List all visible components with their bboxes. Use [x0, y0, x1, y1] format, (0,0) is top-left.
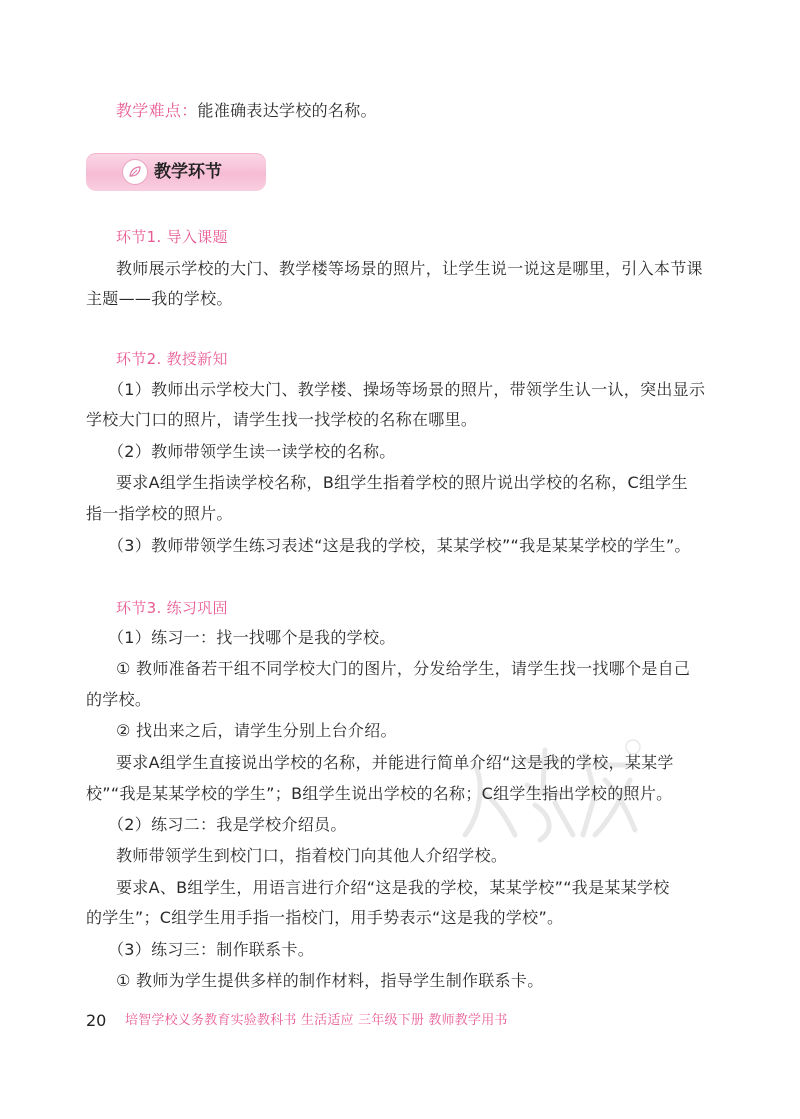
section-2-line: （2）教师带领学生读一读学校的名称。 — [108, 442, 396, 461]
banner-title: 教学环节 — [154, 162, 222, 182]
section-3-line: ① 教师准备若干组不同学校大门的图片，分发给学生，请学生找一找哪个是自己 — [116, 659, 691, 678]
section-3-line: 要求A组学生直接说出学校的名称，并能进行简单介绍“这是我的学校，某某学 — [116, 753, 674, 772]
section-2-line: 学校大门口的照片，请学生找一找学校的名称在哪里。 — [86, 410, 478, 429]
section-banner — [86, 153, 266, 191]
section-3-line: 的学校。 — [86, 690, 152, 709]
section-1-heading: 环节1. 导入课题 — [116, 228, 228, 246]
section-3-line: 教师带领学生到校门口，指着校门向其他人介绍学校。 — [116, 846, 508, 865]
section-2-line: （1）教师出示学校大门、教学楼、操场等场景的照片，带领学生认一认，突出显示 — [108, 380, 706, 399]
difficulty-line — [116, 101, 377, 121]
section-3-heading: 环节3. 练习巩固 — [116, 599, 228, 617]
section-2-line: 要求A组学生指读学校名称，B组学生指着学校的照片说出学校的名称，C组学生 — [116, 473, 688, 492]
publisher-watermark — [455, 735, 645, 845]
footer-book-title: 培智学校义务教育实验教科书 生活适应 三年级下册 教师教学用书 — [125, 1013, 508, 1028]
section-3-line: ② 找出来之后，请学生分别上台介绍。 — [116, 721, 397, 740]
section-2-line: （3）教师带领学生练习表述“这是我的学校，某某学校”“我是某某学校的学生”。 — [108, 536, 691, 555]
difficulty-label: 教学难点： — [116, 101, 198, 120]
section-3-line: （1）练习一：找一找哪个是我的学校。 — [108, 628, 396, 647]
page-number: 20 — [86, 1011, 107, 1030]
section-2-heading: 环节2. 教授新知 — [116, 350, 228, 368]
section-3-line: （3）练习三：制作联系卡。 — [108, 940, 315, 959]
section-3-line: （2）练习二：我是学校介绍员。 — [108, 815, 347, 834]
section-2-line: 指一指学校的照片。 — [86, 504, 233, 523]
section-3-line: 校”“我是某某学校的学生”；B组学生说出学校的名称；C组学生指出学校的照片。 — [86, 784, 673, 803]
leaf-icon — [122, 159, 148, 185]
section-1-line: 教师展示学校的大门、教学楼等场景的照片，让学生说一说这是哪里，引入本节课 — [116, 259, 703, 278]
section-1-line: 主题——我的学校。 — [86, 289, 233, 308]
section-3-line: 的学生”；C组学生用手指一指校门，用手势表示“这是我的学校”。 — [86, 908, 564, 927]
section-3-line: 要求A、B组学生，用语言进行介绍“这是我的学校，某某学校”“我是某某学校 — [116, 878, 670, 897]
difficulty-text: 能准确表达学校的名称。 — [197, 101, 377, 120]
section-3-line: ① 教师为学生提供多样的制作材料，指导学生制作联系卡。 — [116, 971, 544, 990]
